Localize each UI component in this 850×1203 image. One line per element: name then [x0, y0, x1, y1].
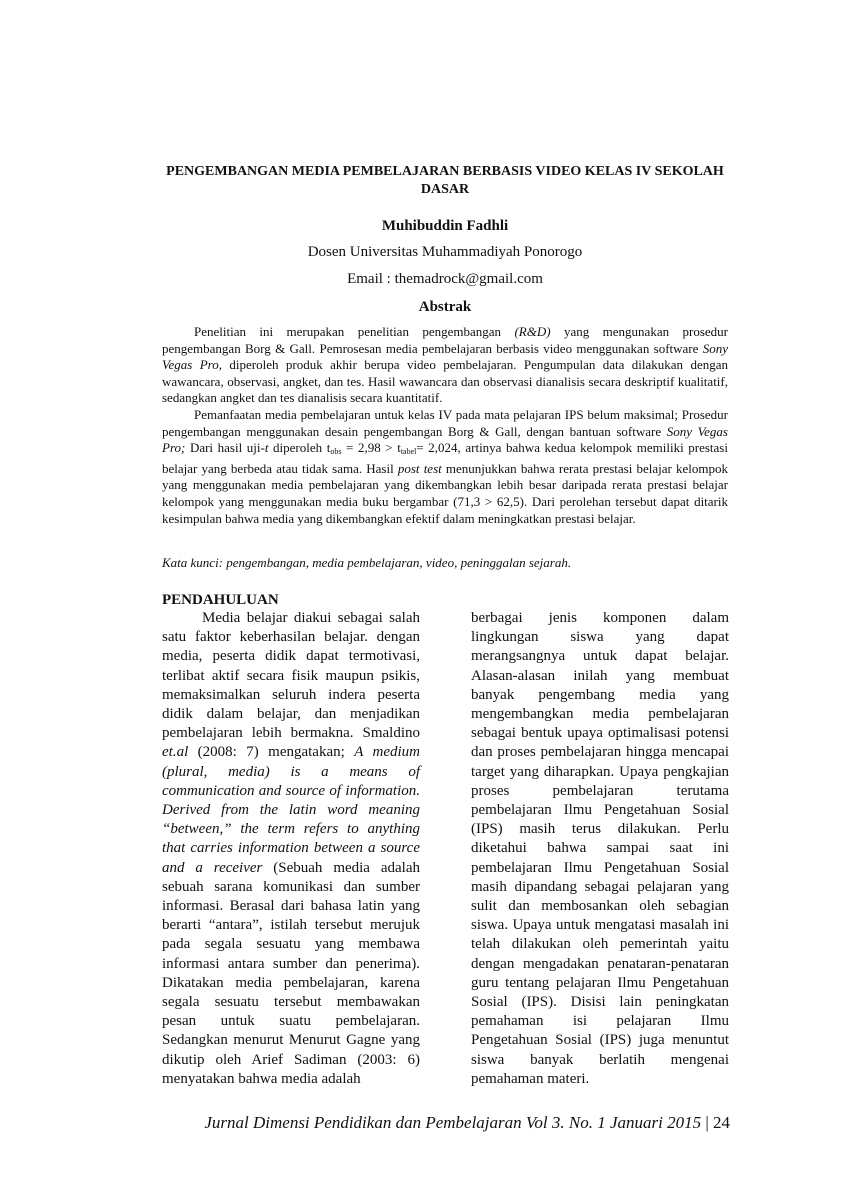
author-email: Email : themadrock@gmail.com: [347, 271, 543, 287]
paper-title: PENGEMBANGAN MEDIA PEMBELAJARAN BERBASIS VIDEO KELAS IV SEKOLAH DASAR: [166, 164, 724, 197]
author-affiliation: Dosen Universitas Muhammadiyah Ponorogo: [307, 244, 583, 260]
body-paragraph: [162, 609, 420, 1089]
author-name: Muhibuddin Fadhli: [381, 218, 509, 234]
body-text: (2008: 7) mengatakan;: [188, 744, 355, 761]
abstract-text: menunjukkan bahwa rerata prestasi belajar kelompok yang menggunakan media pembelajaran yang dikembangkan lebih besar daripada rerata prestasi belajar kelompok yang menggunakan media buku bergambar (71,3 > 62,5). Dari perolehan tersebut dapat ditarik kesimpulan bahwa media yang dikembangkan efektif dalam meningkatkan prestasi belajar.: [162, 460, 728, 526]
abstract-emphasis: post test: [397, 460, 442, 476]
body-quote: A medium (plural, media) is a means of communication and source of information. Derived from the latin word meaning “between,” the term refers to anything that carries information between a source and a receiver: [162, 744, 420, 876]
subscript-tabel: tabel: [400, 447, 417, 457]
keywords: Kata kunci: pengembangan, media pembelajaran, video, peninggalan sejarah.: [162, 555, 572, 570]
abstract-emphasis: t: [264, 440, 269, 456]
abstract-text: = 2,98 > t: [341, 440, 401, 456]
abstract-paragraph-1: [162, 324, 728, 407]
abstract-text: Pemanfaatan media pembelajaran untuk kelas IV pada mata pelajaran IPS belum maksimal; Prosedur pengembangan menggunakan desain pengembangan Borg & Gall, dengan bantuan software: [162, 406, 728, 439]
abstract-text: Penelitian ini merupakan penelitian pengembangan: [194, 324, 515, 339]
footer-separator: |: [701, 1113, 713, 1132]
abstract-text: yang mengunakan prosedur pengembangan Borg & Gall. Pemrosesan media pembelajaran berbasis video menggunakan software: [162, 324, 728, 356]
body-paragraph: berbagai jenis komponen dalam lingkungan siswa yang dapat merangsangnya untuk dapat belajar. Alasan-alasan inilah yang membuat banyak pengembang media yang mengembangkan media pembelajaran sebagai bentuk upaya optimalisasi potensi dan proses pembelajaran hingga mencapai target yang diharapkan. Upaya pengkajian proses pembelajaran terutama pembelajaran Ilmu Pengetahuan Sosial (IPS) masih terus dilakukan. Perlu diketahui bahwa sampai saat ini pembelajaran Ilmu Pengetahuan Sosial masih dipandang sebagai pelajaran yang sulit dan membosankan oleh sebagian siswa. Upaya untuk mengatasi masalah ini telah dilakukan oleh pemerintah yaitu dengan mengadakan penataran-penataran guru tentang pelajaran Ilmu Pengetahuan Sosial (IPS). Disisi lain peningkatan pemahaman isi pelajaran Ilmu Pengetahuan Sosial (IPS) juga menuntut siswa banyak berlatih mengenai pemahaman materi.: [471, 610, 729, 1087]
page-number: 24: [713, 1113, 730, 1132]
abstract-text: Dari hasil uji-: [185, 440, 265, 456]
abstract-body: [162, 324, 728, 527]
body-column-right: [471, 609, 729, 1089]
abstract-text: = 2,024, artinya bahwa kedua kelompok memiliki prestasi belajar yang berbeda atau tidak sama. Hasil: [162, 440, 728, 476]
body-emphasis: et.al: [162, 744, 189, 761]
body-text: (Sebuah media adalah sebuah sarana komunikasi dan sumber informasi. Berasal dari bahasa latin yang berarti “antara”, istilah tersebut merujuk pada segala sesuatu yang membawa informasi antara sumber dan penerima). Dikatakan media pembelajaran, karena segala sesuatu tersebut membawakan pesan untuk suatu pembelajaran. Sedangkan menurut Menurut Gagne yang dikutip oleh Arief Sadiman (2003: 6) menyatakan bahwa media adalah: [162, 859, 421, 1087]
body-text: Media belajar diakui sebagai salah satu faktor keberhasilan belajar. dengan media, peserta didik dapat termotivasi, terlibat aktif secara fisik maupun psikis, memaksimalkan seluruh indera peserta didik dalam belajar, dan menjadikan pembelajaran lebih bermakna. Smaldino: [162, 610, 420, 742]
journal-name: Jurnal Dimensi Pendidikan dan Pembelajaran Vol 3. No. 1 Januari 2015: [204, 1113, 702, 1132]
abstract-paragraph-2: [162, 407, 728, 527]
subscript-obs: obs: [330, 447, 342, 457]
abstract-heading: Abstrak: [418, 299, 472, 315]
abstract-text: diperoleh produk akhir berupa video pembelajaran. Pengumpulan data dilakukan dengan wawancara, observasi, angket, dan tes. Hasil wawancara dan observasi dianalisis secara deskriptif kualitatif, sedangkan angket dan tes dianalisis secara kuantitatif.: [162, 357, 728, 406]
section-heading: PENDAHULUAN: [162, 592, 279, 608]
page-footer: [204, 1113, 730, 1133]
abstract-emphasis: (R&D): [514, 324, 551, 339]
body-column-left: [162, 609, 420, 1089]
abstract-text: diperoleh t: [268, 440, 331, 456]
abstract-emphasis: Sony Vegas Pro,: [162, 340, 728, 373]
abstract-emphasis: Sony Vegas Pro;: [162, 423, 728, 456]
